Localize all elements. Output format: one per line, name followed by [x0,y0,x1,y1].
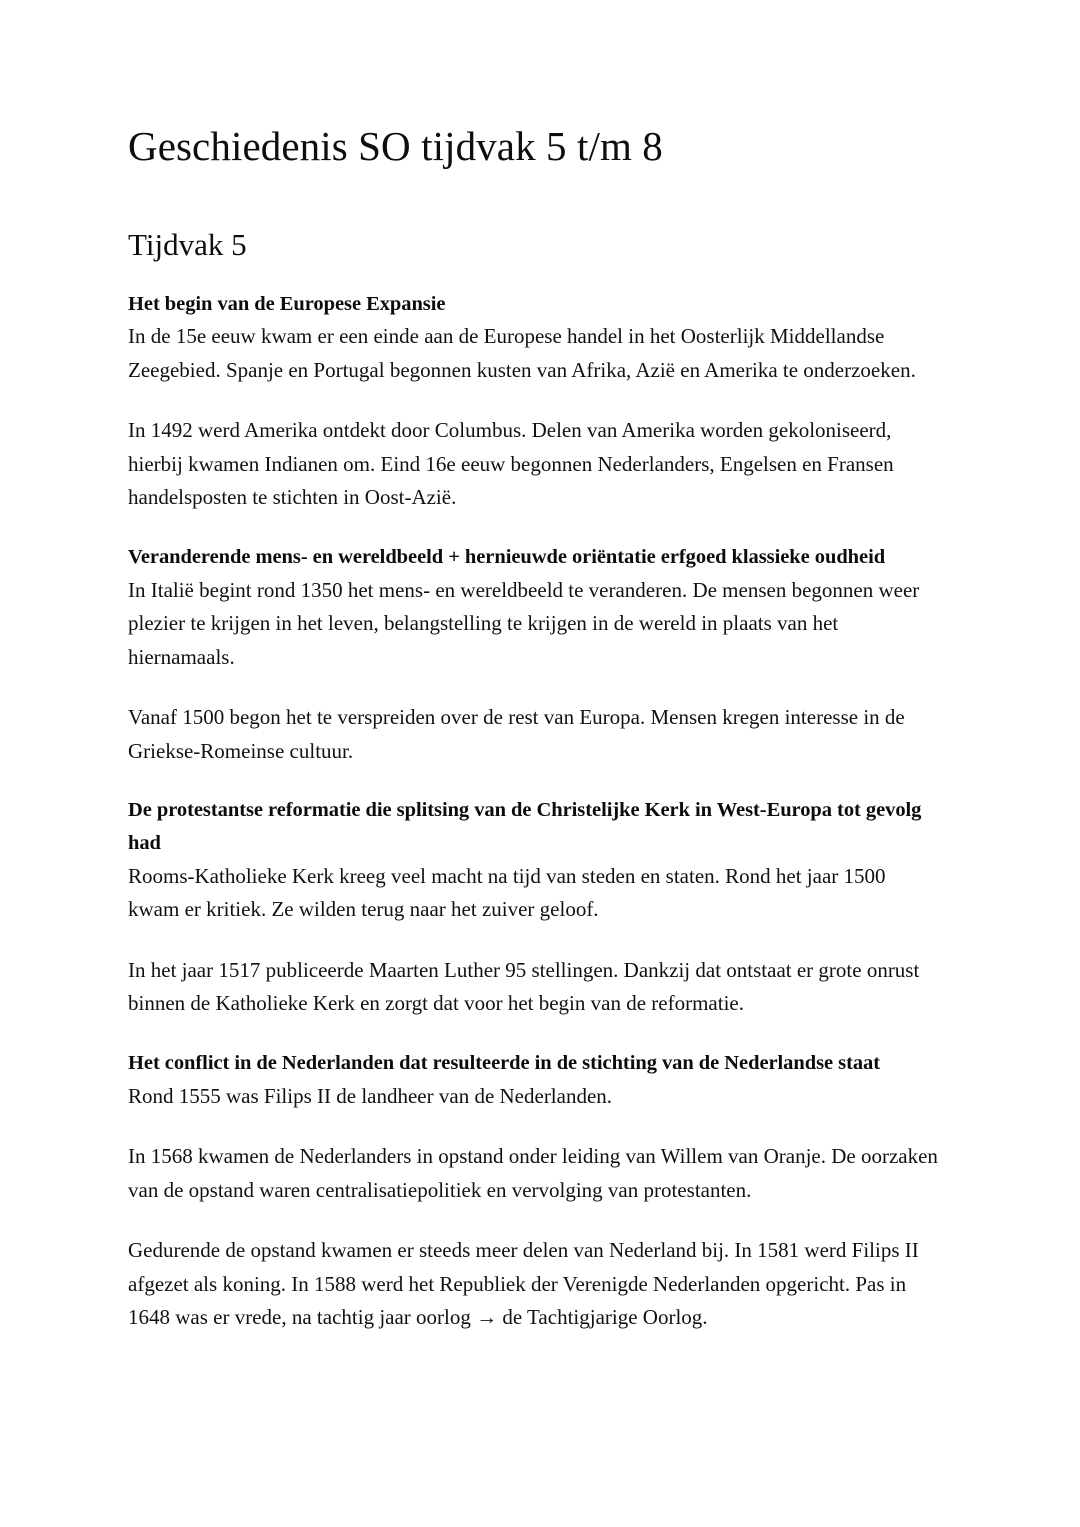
block-paragraph: Gedurende de opstand kwamen er steeds meer delen van Nederland bij. In 1581 werd Filips II afgezet als koning. In 1588 werd het Republiek der Verenigde Nederlanden opgericht. Pas in 1648 was er vrede, na tachtig jaar oorlog → de Tachtigjarige Oorlog. [128,1238,919,1330]
block-paragraph: Rooms-Katholieke Kerk kreeg veel macht na tijd van steden en staten. Rond het jaar 1500 kwam er kritiek. Ze wilden terug naar het zuiver geloof. [128,863,886,922]
page-title: Geschiedenis SO tijdvak 5 t/m 8 [128,123,663,169]
block-paragraph: In Italië begint rond 1350 het mens- en wereldbeeld te veranderen. De mensen begonnen weer plezier te krijgen in het leven, belangstelling te krijgen in de wereld in plaats van het hiernamaals. [128,577,920,669]
block-heading: Het conflict in de Nederlanden dat resulteerde in de stichting van de Nederlandse staat [128,1051,881,1074]
block-paragraph: In de 15e eeuw kwam er een einde aan de Europese handel in het Oosterlijk Middellandse Zeegebied. Spanje en Portugal begonnen kusten van Afrika, Azië en Amerika te onderzoeken. [128,324,916,382]
block-paragraph: In het jaar 1517 publiceerde Maarten Luther 95 stellingen. Dankzij dat ontstaat er grote onrust binnen de Katholieke Kerk en zorgt dat voor het begin van de reformatie. [128,957,920,1016]
block-heading: De protestantse reformatie die splitsing van de Christelijke Kerk in West-Europa tot gevolg had [128,799,922,854]
content-block-protestantse-reformatie [128,794,938,1021]
content-block-europese-expansie [128,288,938,515]
block-heading: Het begin van de Europese Expansie [128,292,446,315]
block-paragraph: Vanaf 1500 begon het te verspreiden over de rest van Europa. Mensen kregen interesse in de Griekse-Romeinse cultuur. [128,705,905,763]
block-heading: Veranderende mens- en wereldbeeld + hernieuwde oriëntatie erfgoed klassieke oudheid [128,545,886,568]
block-paragraph: In 1568 kwamen de Nederlanders in opstand onder leiding van Willem van Oranje. De oorzaken van de opstand waren centralisatiepolitiek en vervolging van protestanten. [128,1144,938,1202]
content-block-mens-en-wereldbeeld [128,541,938,768]
block-paragraph: In 1492 werd Amerika ontdekt door Columbus. Delen van Amerika worden gekoloniseerd, hierbij kwamen Indianen om. Eind 16e eeuw begonnen Nederlanders, Engelsen en Fransen handelsposten te stichten in Oost-Azië. [128,418,894,510]
section-title-tijdvak-5: Tijdvak 5 [128,227,247,263]
content-end-spacer [128,1335,938,1336]
content-block-conflict-nederlanden [128,1047,938,1335]
block-paragraph: Rond 1555 was Filips II de landheer van de Nederlanden. [128,1083,613,1108]
document-content [128,122,938,1336]
